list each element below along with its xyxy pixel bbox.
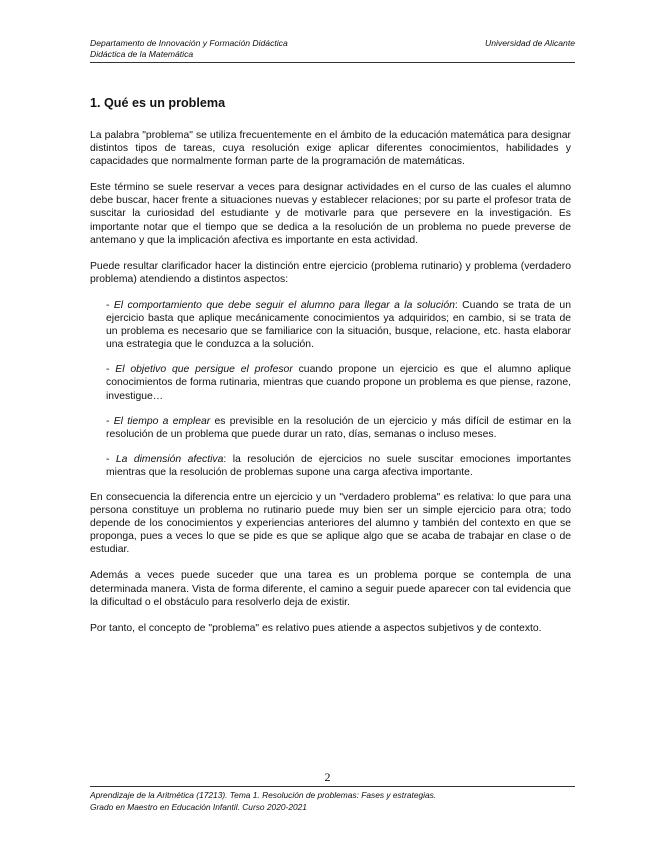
aspect-label: El objetivo que persigue el profesor	[115, 364, 293, 376]
paragraph: Puede resultar clarificador hacer la distinción entre ejercicio (problema rutinario) y problema (verdadero problema) atendiendo a distintos aspectos:	[90, 260, 571, 285]
paragraph: Este término se suele reservar a veces para designar actividades en el curso de las cuales el alumno debe buscar, hacer frente a situaciones nuevas y establecer relaciones; por su parte el profesor trata de suscitar la curiosidad del estudiante y de motivarle para que persevere en la investigación. Es importante notar que el tiempo que se dedica a la resolución de un problema no puede preverse de antemano y que la implicación afectiva es importante en esta actividad.	[90, 182, 571, 246]
footer-course: Aprendizaje de la Aritmética (17213). Tema 1. Resolución de problemas: Fases y estrategias.	[90, 790, 437, 800]
page-footer	[90, 786, 575, 813]
aspect-item: - La dimensión afectiva: la resolución de ejercicios no suele suscitar emociones importantes mientras que la resolución de problemas supone una carga afectiva importante.	[106, 453, 571, 478]
aspect-item: - El objetivo que persigue el profesor cuando propone un ejercicio es que el alumno aplique conocimientos de forma rutinaria, mientras que cuando propone un problema es que piense, razone, investigue…	[106, 364, 571, 402]
aspect-label: La dimensión afectiva	[115, 453, 224, 465]
aspect-item: - El comportamiento que debe seguir el alumno para llegar a la solución: Cuando se trata de un ejercicio basta que aplique mecánicamente conocimientos ya adquiridos; en cambio, si se trata de un problema es necesario que se familiarice con la situación, busque, relacione, etc. hasta elaborar una estrategia que le conduzca a la solución.	[106, 299, 571, 351]
page-content	[90, 96, 571, 648]
aspect-label: El comportamiento que debe seguir el alumno para llegar a la solución	[113, 299, 455, 311]
header-university: Universidad de Alicante	[485, 38, 575, 48]
page-number: 2	[324, 770, 331, 784]
aspect-label: El tiempo a emplear	[113, 415, 211, 427]
page-header	[90, 38, 575, 63]
header-subject: Didáctica de la Matemática	[90, 49, 194, 59]
footer-degree: Grado en Maestro en Educación Infantil. Curso 2020-2021	[90, 802, 307, 812]
paragraph: Además a veces puede suceder que una tarea es un problema porque se contempla de una determinada manera. Vista de forma diferente, el camino a seguir puede aparecer con tal evidencia que la dificultad o el obstáculo para resolverlo deja de existir.	[90, 570, 571, 608]
aspect-item: - El tiempo a emplear es previsible en la resolución de un ejercicio y más difícil de estimar en la resolución de un problema que puede durar un rato, días, semanas o incluso meses.	[106, 415, 571, 440]
section-title: 1. Qué es un problema	[90, 96, 226, 110]
header-department: Departamento de Innovación y Formación Didáctica	[90, 38, 288, 48]
paragraph: Por tanto, el concepto de "problema" es relativo pues atiende a aspectos subjetivos y de contexto.	[90, 622, 542, 634]
paragraph: La palabra "problema" se utiliza frecuentemente en el ámbito de la educación matemática para designar distintos tipos de tareas, cuya resolución exige aplicar diferentes conocimientos, habilidades y capacidades que normalmente forman parte de la programación de matemáticas.	[90, 130, 571, 168]
paragraph: En consecuencia la diferencia entre un ejercicio y un "verdadero problema" es relativa: lo que para una persona constituye un problema no rutinario puede muy bien ser un simple ejercicio para otra; todo depende de los conocimientos y experiencias anteriores del alumno y también del contexto en que se proponga, pues a veces lo que se pide es que se aplique algo que se acaba de trabajar en clase o de estudiar.	[90, 491, 571, 556]
